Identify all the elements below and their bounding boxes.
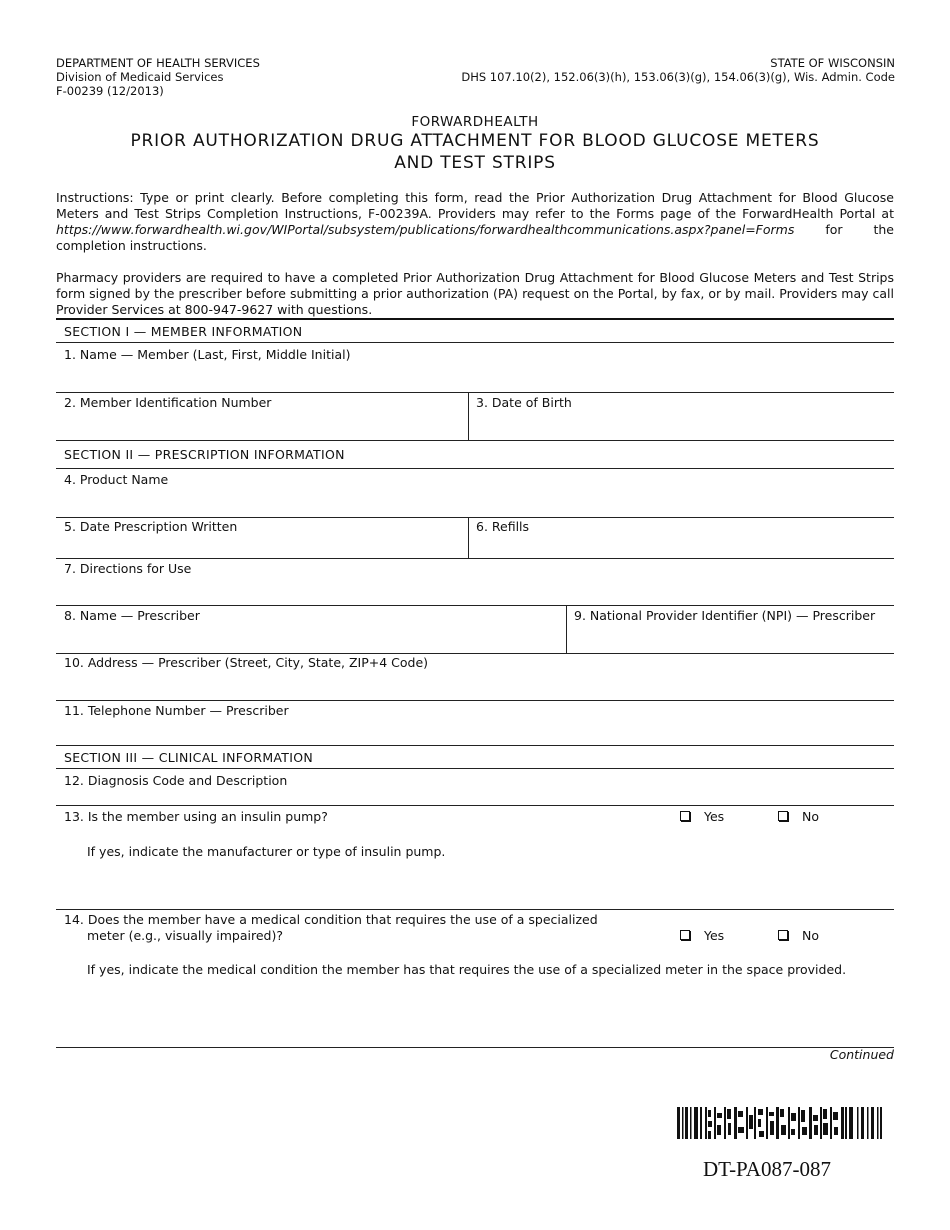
rule	[56, 909, 894, 910]
insulin-pump-yes[interactable]	[680, 809, 724, 824]
rule	[56, 558, 894, 559]
rule	[56, 700, 894, 701]
divider	[566, 605, 567, 653]
specialized-meter-yes[interactable]	[680, 928, 724, 943]
divider	[468, 517, 469, 558]
checkbox-icon[interactable]	[778, 930, 788, 940]
agency-header	[56, 56, 260, 98]
prescriber-name-field[interactable]: 8. Name — Prescriber	[64, 608, 200, 623]
rule	[56, 605, 894, 606]
member-name-field[interactable]: 1. Name — Member (Last, First, Middle Initial)	[64, 347, 351, 362]
instructions-lead: Instructions:	[56, 190, 134, 205]
insulin-pump-question: 13. Is the member using an insulin pump?	[64, 809, 328, 824]
yes-label: Yes	[704, 809, 725, 824]
specialized-meter-no[interactable]	[778, 928, 819, 943]
instructions-paragraph	[56, 190, 894, 254]
continued-label: Continued	[829, 1047, 894, 1062]
rule	[56, 745, 894, 746]
form-title	[0, 114, 950, 174]
form-tracking-code: DT-PA087-087	[703, 1157, 831, 1181]
section-1-top-rule	[56, 318, 894, 320]
medical-condition-field[interactable]: If yes, indicate the medical condition the member has that requires the use of a specialized meter in the space provided.	[87, 962, 847, 977]
prescriber-address-field[interactable]: 10. Address — Prescriber (Street, City, State, ZIP+4 Code)	[64, 655, 429, 670]
refills-field[interactable]: 6. Refills	[476, 519, 530, 534]
admin-code: DHS 107.10(2), 152.06(3)(h), 153.06(3)(g), 154.06(3)(g), Wis. Admin. Code	[461, 70, 895, 84]
checkbox-icon[interactable]	[680, 811, 690, 821]
yes-label: Yes	[704, 928, 725, 943]
title-line-2: AND TEST STRIPS	[394, 153, 556, 173]
member-id-field[interactable]: 2. Member Identification Number	[64, 395, 272, 410]
state-name: STATE OF WISCONSIN	[770, 56, 895, 70]
form-number: F-00239 (12/2013)	[56, 84, 164, 98]
section-2-title: SECTION II — PRESCRIPTION INFORMATION	[64, 447, 345, 462]
specialized-meter-question-2: meter (e.g., visually impaired)?	[87, 928, 283, 943]
checkbox-icon[interactable]	[778, 811, 788, 821]
no-label: No	[802, 809, 819, 824]
insulin-pump-no[interactable]	[778, 809, 819, 824]
product-name-field[interactable]: 4. Product Name	[64, 472, 169, 487]
forms-portal-link[interactable]: https://www.forwardhealth.wi.gov/WIPortal/subsystem/publications/forwardhealthcommunications.aspx?panel=Forms	[56, 222, 795, 237]
state-header	[461, 56, 895, 84]
section-1-title: SECTION I — MEMBER INFORMATION	[64, 324, 303, 339]
section-1-rule	[56, 342, 894, 343]
pharmacy-note: Pharmacy providers are required to have a completed Prior Authorization Drug Attachment for Blood Glucose Meters and Test Strips form signed by the prescriber before submitting a prior authorization (PA) request on the Portal, by fax, or by mail. Providers may call Provider Services at 800-947-9627 with questions.	[56, 270, 894, 317]
rule	[56, 805, 894, 806]
checkbox-icon[interactable]	[680, 930, 690, 940]
prescriber-npi-field[interactable]: 9. National Provider Identifier (NPI) — Prescriber	[574, 608, 876, 623]
section-3-title: SECTION III — CLINICAL INFORMATION	[64, 750, 314, 765]
title-line-1: PRIOR AUTHORIZATION DRUG ATTACHMENT FOR BLOOD GLUCOSE METERS	[130, 131, 820, 151]
date-of-birth-field[interactable]: 3. Date of Birth	[476, 395, 572, 410]
instructions-text-1: Type or print clearly. Before completing this form, read the Prior Authorization Drug Attachment for Blood Glucose Meters and Test Strips Completion Instructions, F-00239A. Providers may refer to the Forms page of the ForwardHealth Portal at	[56, 190, 894, 221]
no-label: No	[802, 928, 819, 943]
barcode-image	[677, 1107, 882, 1139]
specialized-meter-question-1: 14. Does the member have a medical condition that requires the use of a specialized	[64, 912, 598, 927]
instructions-text-2: for the completion instructions.	[56, 222, 894, 253]
rule	[56, 517, 894, 518]
rule	[56, 468, 894, 469]
division-name: Division of Medicaid Services	[56, 70, 224, 84]
rule	[56, 392, 894, 393]
diagnosis-field[interactable]: 12. Diagnosis Code and Description	[64, 773, 288, 788]
rule	[56, 768, 894, 769]
rule	[56, 653, 894, 654]
department-name: DEPARTMENT OF HEALTH SERVICES	[56, 56, 260, 70]
insulin-pump-type-field[interactable]: If yes, indicate the manufacturer or type of insulin pump.	[87, 844, 446, 859]
rule	[56, 1047, 894, 1048]
divider	[468, 392, 469, 440]
program-name: FORWARDHEALTH	[411, 114, 539, 130]
rule	[56, 440, 894, 441]
date-prescription-written-field[interactable]: 5. Date Prescription Written	[64, 519, 238, 534]
prescriber-telephone-field[interactable]: 11. Telephone Number — Prescriber	[64, 703, 289, 718]
directions-for-use-field[interactable]: 7. Directions for Use	[64, 561, 192, 576]
